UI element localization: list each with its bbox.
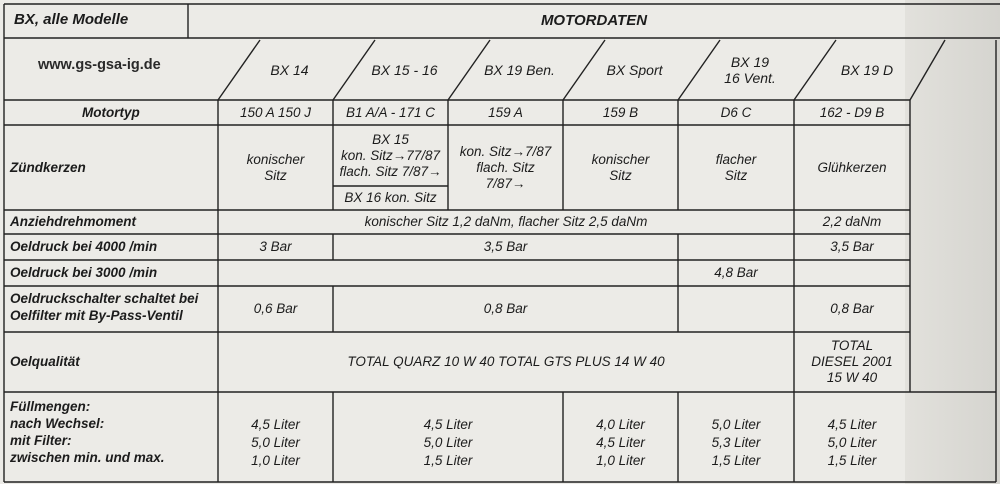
oelqualitaet-diesel-l2: DIESEL 2001	[811, 354, 893, 369]
fuellmengen-sport-l1: 4,0 Liter	[596, 417, 645, 432]
label-zuendkerzen: Zündkerzen	[10, 160, 86, 175]
oeldruck4000-bx14: 3 Bar	[259, 239, 292, 254]
main-title: MOTORDATEN	[540, 12, 648, 29]
fuellmengen-sport-l2: 4,5 Liter	[596, 435, 645, 450]
zuendkerzen-bx19-ben-l1: kon. Sitz→7/87	[459, 143, 552, 159]
motortyp-bx15-16: B1 A/A - 171 C	[345, 104, 436, 120]
label-oelqualitaet: Oelqualität	[10, 354, 80, 369]
header-bx15-16-line1: BX 15 - 16	[371, 62, 438, 78]
oeldruck4000-diesel: 3,5 Bar	[830, 239, 874, 254]
fuellmengen-bx15-19-l1: 4,5 Liter	[423, 417, 473, 432]
motortyp-bx-sport: 159 B	[602, 104, 639, 120]
fuellmengen-bx19-16v-l1: 5,0 Liter	[711, 417, 761, 432]
zuendkerzen-bx14-l1: konischer	[246, 151, 305, 167]
schalter-diesel: 0,8 Bar	[830, 301, 874, 316]
zuendkerzen-bx14-l2: Sitz	[264, 167, 287, 183]
header-bx19-16v	[692, 40, 808, 100]
fuellmengen-bx14-l1: 4,5 Liter	[251, 417, 300, 432]
oelqualitaet-diesel	[794, 332, 910, 392]
schalter-mid: 0,8 Bar	[483, 301, 528, 316]
fuellmengen-bx19d-l1: 4,5 Liter	[827, 417, 877, 432]
fuellmengen-sport	[563, 412, 678, 474]
anzieh-diesel: 2,2 daNm	[822, 214, 882, 229]
label-oeldruck-3000: Oeldruck bei 3000 /min	[10, 265, 158, 280]
zuendkerzen-bx15-l2: kon. Sitz→77/87	[340, 147, 441, 163]
oelqualitaet-diesel-l3: 15 W 40	[826, 370, 878, 385]
fuellmengen-bx19-16v	[678, 412, 794, 474]
fuellmengen-bx15-19-l2: 5,0 Liter	[423, 435, 473, 450]
oeldruck3000-bx19-16v: 4,8 Bar	[714, 265, 758, 280]
schalter-bx14: 0,6 Bar	[253, 301, 298, 316]
motortyp-bx19-16v: D6 C	[720, 104, 752, 120]
fuellmengen-bx19-16v-l3: 1,5 Liter	[711, 453, 761, 468]
zuendkerzen-bx19-ben-l3: 7/87→	[485, 175, 526, 191]
header-bx19-16v-line2: 16 Vent.	[724, 70, 776, 86]
left-title: BX, alle Modelle	[14, 11, 129, 28]
header-bx14	[232, 40, 347, 100]
label-fuellmengen-l3: mit Filter:	[10, 433, 72, 448]
header-bx14-line1: BX 14	[270, 62, 309, 78]
fuellmengen-bx19d	[794, 412, 910, 474]
fuellmengen-sport-l3: 1,0 Liter	[596, 453, 645, 468]
fuellmengen-bx19d-l3: 1,5 Liter	[827, 453, 877, 468]
header-bx15-16	[347, 40, 462, 100]
label-oeldruckschalter-l2: Oelfilter mit By-Pass-Ventil	[10, 308, 183, 323]
fuellmengen-bx19d-l2: 5,0 Liter	[827, 435, 877, 450]
label-fuellmengen	[10, 398, 165, 466]
label-anziehdrehmoment: Anziehdrehmoment	[10, 214, 137, 229]
fuellmengen-bx15-19	[333, 412, 563, 474]
fuellmengen-bx14-l3: 1,0 Liter	[251, 453, 300, 468]
watermark-url: www.gs-gsa-ig.de	[38, 57, 161, 73]
label-oeldruckschalter-l1: Oeldruckschalter schaltet bei	[10, 291, 199, 306]
fuellmengen-bx19-16v-l2: 5,3 Liter	[711, 435, 761, 450]
zuendkerzen-bx15-l1: BX 15	[372, 131, 409, 147]
header-bx-sport-line1: BX Sport	[606, 62, 663, 78]
zuendkerzen-bx19-ben	[448, 125, 563, 210]
header-bx19d-line1: BX 19 D	[840, 62, 894, 78]
zuendkerzen-bx15-l3: flach. Sitz 7/87→	[339, 163, 442, 179]
motortyp-bx19d: 162 - D9 B	[819, 104, 885, 120]
fuellmengen-bx14	[218, 412, 333, 474]
header-bx-sport	[577, 40, 692, 100]
zuendkerzen-sport	[563, 125, 678, 210]
header-bx19-16v-line1: BX 19	[730, 54, 770, 70]
anzieh-benzin: konischer Sitz 1,2 daNm, flacher Sitz 2,5 daNm	[364, 214, 648, 229]
zuendkerzen-bx19-16v	[678, 125, 794, 210]
header-bx19d	[808, 40, 926, 100]
label-fuellmengen-l2: nach Wechsel:	[10, 416, 105, 431]
zuendkerzen-bx16: BX 16 kon. Sitz	[344, 190, 437, 205]
zuendkerzen-bx19-16v-l1: flacher	[715, 151, 757, 167]
fuellmengen-bx14-l2: 5,0 Liter	[251, 435, 300, 450]
header-bx19-ben-line1: BX 19 Ben.	[484, 62, 555, 78]
zuendkerzen-sport-l2: Sitz	[609, 167, 632, 183]
label-fuellmengen-l4: zwischen min. und max.	[10, 450, 165, 465]
label-fuellmengen-l1: Füllmengen:	[10, 399, 91, 414]
zuendkerzen-sport-l1: konischer	[591, 151, 650, 167]
zuendkerzen-bx15	[333, 125, 448, 186]
label-motortyp: Motortyp	[82, 105, 140, 120]
header-bx19-ben	[462, 40, 577, 100]
motortyp-bx19-ben: 159 A	[488, 104, 523, 120]
fuellmengen-bx15-19-l3: 1,5 Liter	[423, 453, 473, 468]
zuendkerzen-bx19-ben-l2: flach. Sitz	[476, 159, 535, 175]
oeldruck4000-mid: 3,5 Bar	[483, 239, 528, 254]
oelqualitaet-diesel-l1: TOTAL	[830, 338, 874, 353]
zuendkerzen-bx19d: Glühkerzen	[817, 159, 887, 175]
zuendkerzen-bx19-16v-l2: Sitz	[724, 167, 748, 183]
label-oeldruckschalter	[10, 290, 198, 324]
oelqualitaet-benzin: TOTAL QUARZ 10 W 40 TOTAL GTS PLUS 14 W 40	[347, 354, 665, 369]
motortyp-bx14: 150 A 150 J	[239, 104, 312, 120]
label-oeldruck-4000: Oeldruck bei 4000 /min	[10, 239, 158, 254]
zuendkerzen-bx14	[218, 125, 333, 210]
